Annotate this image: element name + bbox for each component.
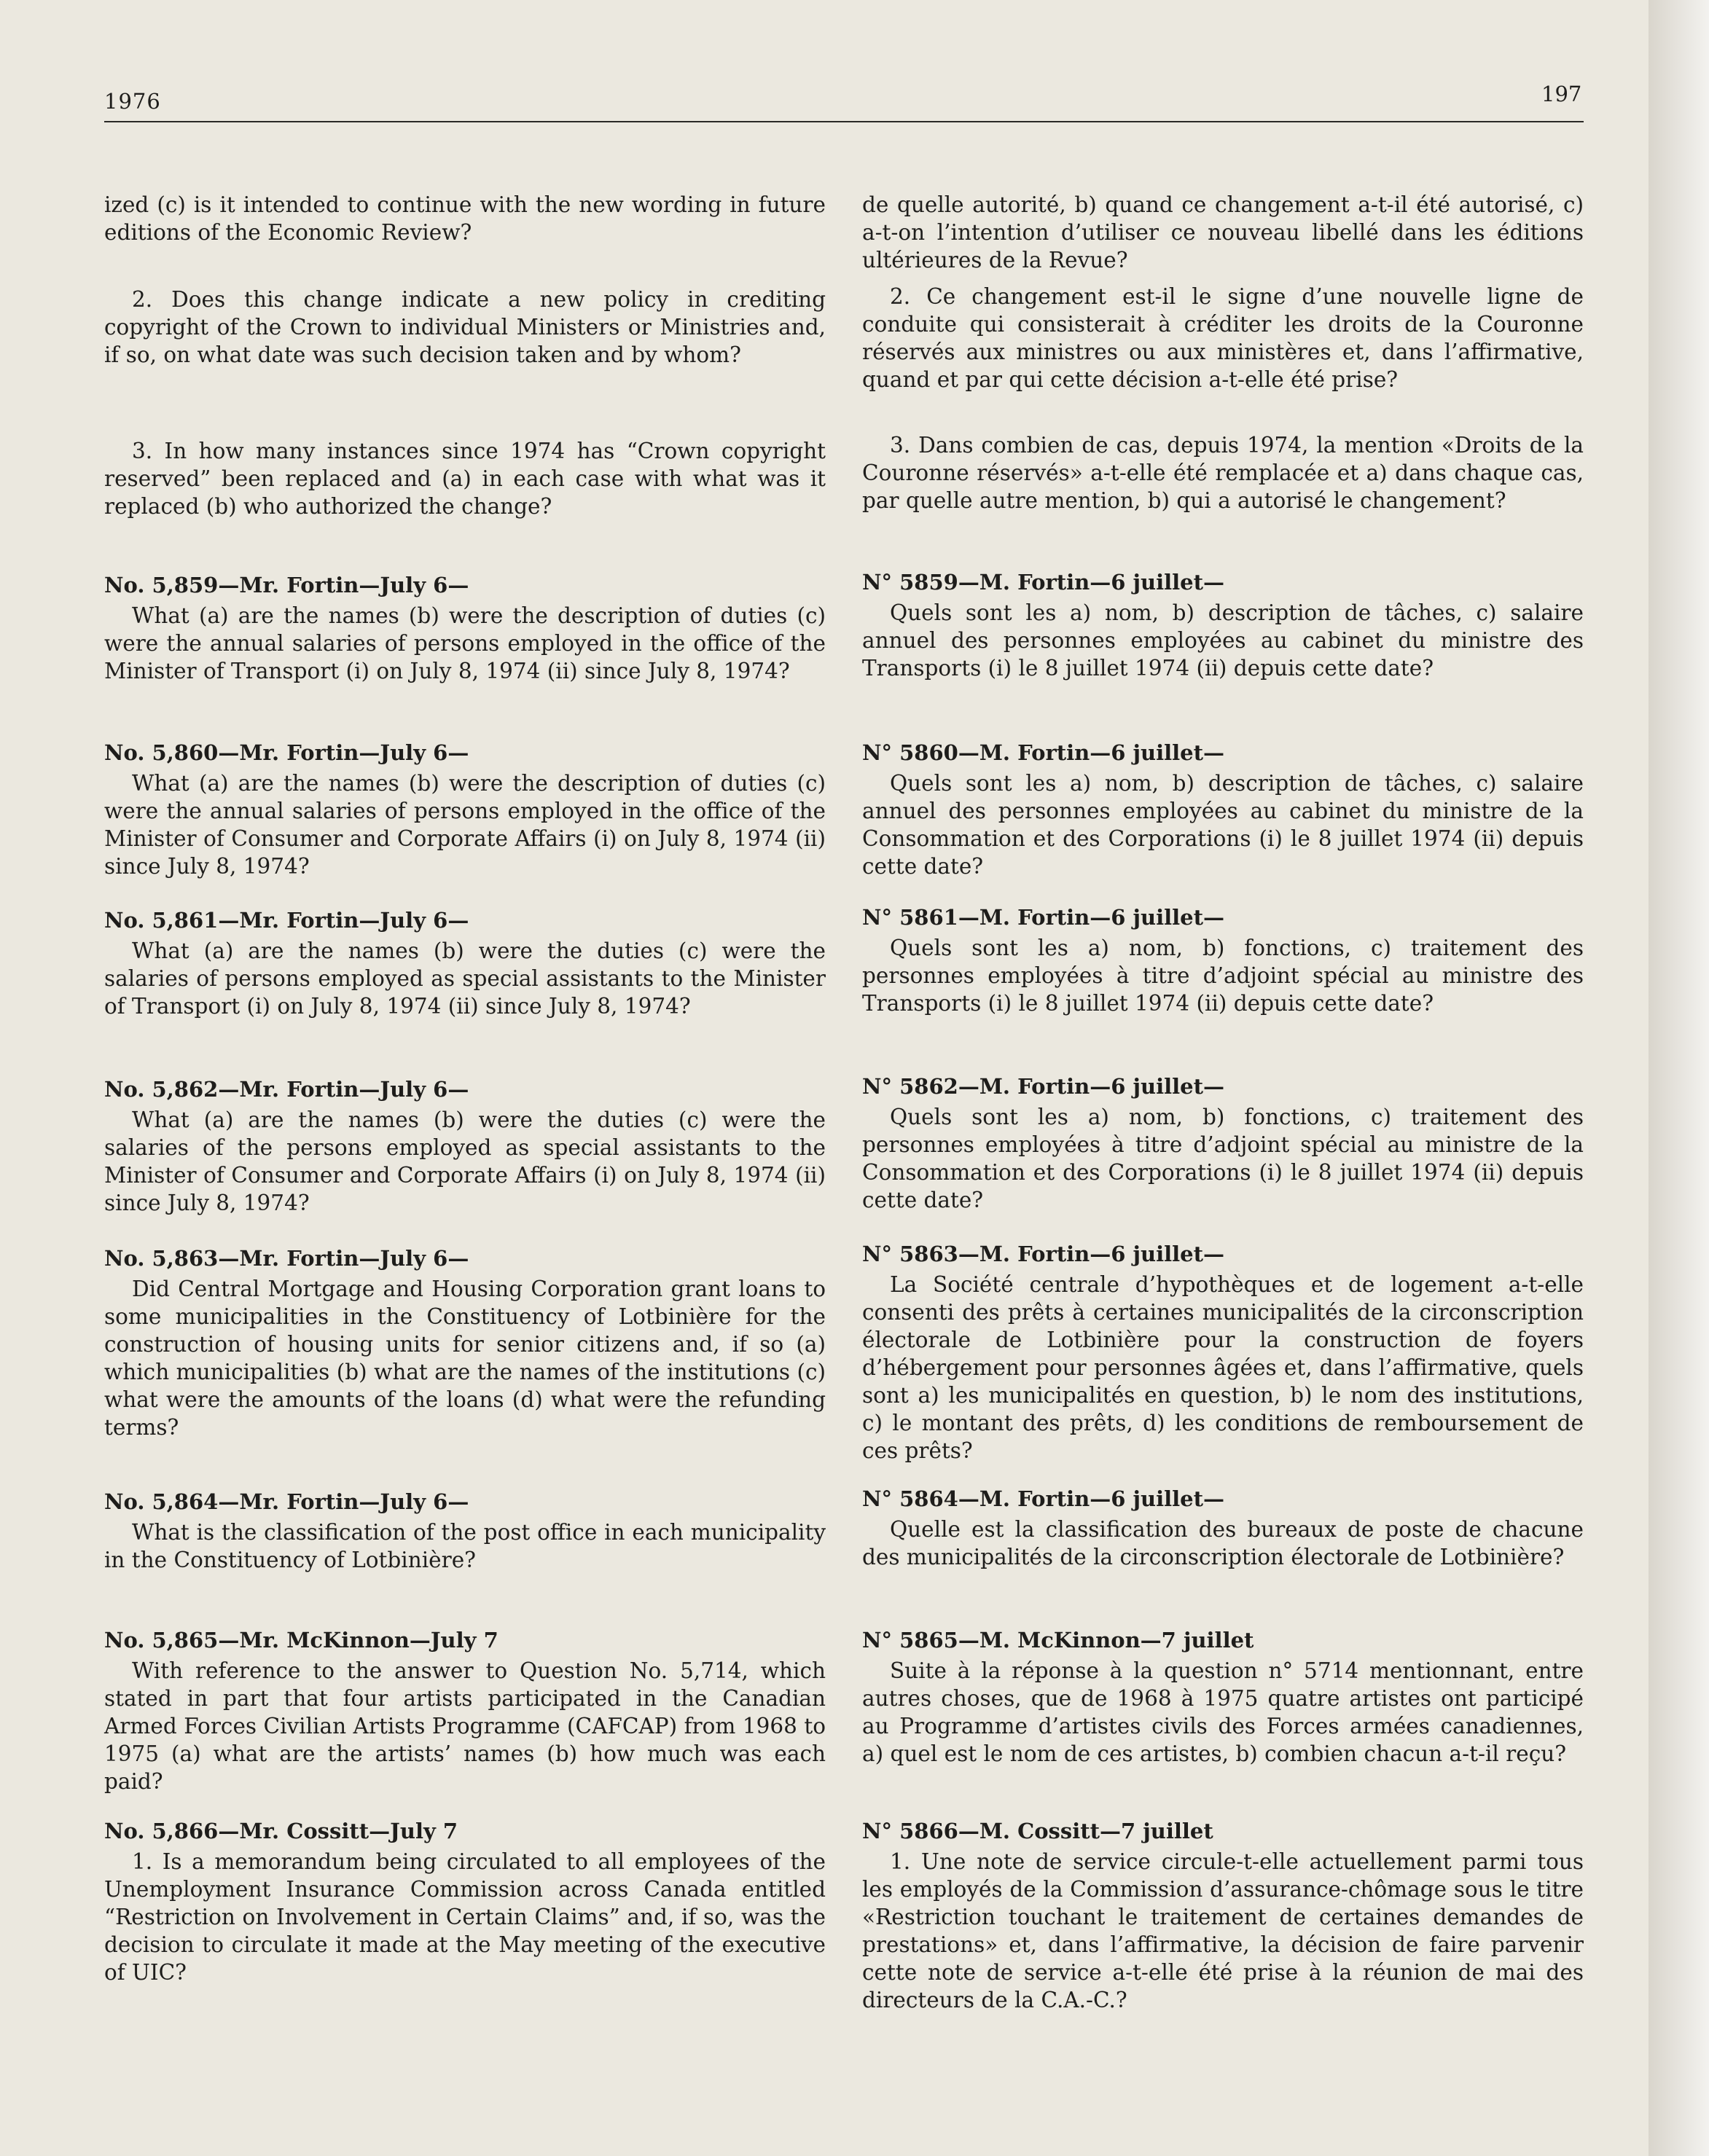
question-text: La Société centrale d’hypothèques et de logement a-t-elle consenti des prêts à certaines municipalités de la circonscription électorale de Lotbinière pour la construction de foyers d’hébergement pour personnes âgées et, dans l’affirmative, quels sont a) les municipalités en question, b) le nom des institutions, c) le montant des prêts, d) les conditions de remboursement de ces prêts? — [862, 1272, 1584, 1463]
question-text: 1. Is a memorandum being circulated to all employees of the Unemployment Insurance Commission across Canada entitled “Restriction on Involvement in Certain Claims” and, if so, was the decision to circulate it made at the May meeting of the executive of UIC? — [104, 1849, 826, 1985]
question-heading: N° 5860—M. Fortin—6 juillet— — [862, 740, 1224, 765]
question-text: What (a) are the names (b) were the description of duties (c) were the annual salaries of persons employed in the office of the Minister of Transport (i) on July 8, 1974 (ii) since July 8, 1974? — [104, 603, 826, 683]
question-entry — [862, 903, 1584, 1017]
question-heading: No. 5,861—Mr. Fortin—July 6— — [104, 908, 469, 933]
continued-question — [104, 191, 826, 246]
question-heading: N° 5861—M. Fortin—6 juillet— — [862, 905, 1224, 930]
question-entry — [104, 1817, 826, 1986]
question-text: 3. In how many instances since 1974 has “Crown copyright reserved” been replaced and (a) in each case with what was it replaced (b) who authorized the change? — [104, 439, 826, 519]
header-rule — [104, 121, 1584, 122]
question-entry — [862, 1817, 1584, 2014]
question-text: What (a) are the names (b) were the duties (c) were the salaries of the persons employed as special assistants to the Minister of Consumer and Corporate Affairs (i) on July 8, 1974 (ii) since July 8, 1974? — [104, 1108, 826, 1215]
question-text: Suite à la réponse à la question n° 5714 mentionnant, entre autres choses, que de 1968 à 1975 quatre artistes ont participé au Programme d’artistes civils des Forces armées canadiennes, a) quel est le nom de ces artistes, b) combien chacun a-t-il reçu? — [862, 1658, 1584, 1766]
question-heading: No. 5,864—Mr. Fortin—July 6— — [104, 1489, 469, 1514]
question-entry — [104, 1244, 826, 1441]
continued-question — [862, 191, 1584, 274]
question-entry — [104, 739, 826, 880]
question-heading: N° 5865—M. McKinnon—7 juillet — [862, 1628, 1254, 1653]
question-text: 1. Une note de service circule-t-elle actuellement parmi tous les employés de la Commission d’assurance-chômage sous le titre «Restriction touchant le traitement de certaines demandes de prestations» et, dans l’affirmative, la décision de faire parvenir cette note de service a-t-elle été prise à la réunion de mai des directeurs de la C.A.-C.? — [862, 1849, 1584, 2012]
question-part-3 — [104, 437, 826, 520]
question-entry — [862, 1485, 1584, 1571]
question-text: Quels sont les a) nom, b) description de tâches, c) salaire annuel des personnes employées au cabinet du ministre de la Consommation et des Corporations (i) le 8 juillet 1974 (ii) depuis cette date? — [862, 771, 1584, 879]
question-entry — [104, 571, 826, 685]
question-entry — [862, 568, 1584, 682]
question-part-2 — [104, 286, 826, 369]
question-text: With reference to the answer to Question No. 5,714, which stated in part that four artists participated in the Canadian Armed Forces Civilian Artists Programme (CAFCAP) from 1968 to 1975 (a) what are the artists’ names (b) how much was each paid? — [104, 1658, 826, 1794]
question-entry — [104, 1626, 826, 1795]
question-text: Quelle est la classification des bureaux de poste de chacune des municipalités de la circonscription électorale de Lotbinière? — [862, 1517, 1584, 1569]
question-heading: N° 5864—M. Fortin—6 juillet— — [862, 1486, 1224, 1511]
header-year: 1976 — [104, 89, 161, 114]
question-text: What is the classification of the post office in each municipality in the Constituency of Lotbinière? — [104, 1520, 826, 1572]
question-heading: No. 5,865—Mr. McKinnon—July 7 — [104, 1628, 498, 1653]
question-heading: N° 5866—M. Cossitt—7 juillet — [862, 1819, 1213, 1843]
question-heading: No. 5,859—Mr. Fortin—July 6— — [104, 573, 469, 597]
question-part-2 — [862, 283, 1584, 393]
continued-text: de quelle autorité, b) quand ce changement a-t-il été autorisé, c) a-t-on l’intention d’utiliser ce nouveau libellé dans les éditions ultérieures de la Revue? — [862, 192, 1584, 273]
question-entry — [862, 739, 1584, 880]
page-edge — [1649, 0, 1709, 2156]
question-heading: N° 5863—M. Fortin—6 juillet— — [862, 1242, 1224, 1266]
continued-text: ized (c) is it intended to continue with the new wording in future editions of the Economic Review? — [104, 192, 826, 245]
question-part-3 — [862, 431, 1584, 514]
question-heading: No. 5,860—Mr. Fortin—July 6— — [104, 740, 469, 765]
question-heading: N° 5862—M. Fortin—6 juillet— — [862, 1074, 1224, 1099]
question-text: 2. Ce changement est-il le signe d’une nouvelle ligne de conduite qui consisterait à créditer les droits de la Couronne réservés aux ministres ou aux ministères et, dans l’affirmative, quand et par qui cette décision a-t-elle été prise? — [862, 284, 1584, 392]
question-text: Quels sont les a) nom, b) fonctions, c) traitement des personnes employées à titre d’adjoint spécial au ministre des Transports (i) le 8 juillet 1974 (ii) depuis cette date? — [862, 936, 1584, 1016]
question-entry — [104, 1488, 826, 1574]
question-entry — [862, 1073, 1584, 1214]
question-heading: No. 5,862—Mr. Fortin—July 6— — [104, 1077, 469, 1102]
header-page-number: 197 — [1541, 82, 1582, 106]
question-text: 3. Dans combien de cas, depuis 1974, la mention «Droits de la Couronne réservés» a-t-elle été remplacée et a) dans chaque cas, par quelle autre mention, b) qui a autorisé le changement? — [862, 433, 1584, 513]
question-entry — [104, 906, 826, 1020]
question-heading: No. 5,866—Mr. Cossitt—July 7 — [104, 1819, 458, 1843]
question-text: What (a) are the names (b) were the description of duties (c) were the annual salaries of persons employed in the office of the Minister of Consumer and Corporate Affairs (i) on July 8, 1974 (ii) since July 8, 1974? — [104, 771, 826, 879]
question-text: 2. Does this change indicate a new policy in crediting copyright of the Crown to individual Ministers or Ministries and, if so, on what date was such decision taken and by whom? — [104, 287, 826, 367]
question-entry — [862, 1626, 1584, 1768]
question-text: Did Central Mortgage and Housing Corporation grant loans to some municipalities in the Constituency of Lotbinière for the construction of housing units for senior citizens and, if so (a) which municipalities (b) what are the names of the institutions (c) what were the amounts of the loans (d) what were the refunding terms? — [104, 1277, 826, 1440]
question-heading: N° 5859—M. Fortin—6 juillet— — [862, 570, 1224, 595]
question-text: What (a) are the names (b) were the duties (c) were the salaries of persons employed as special assistants to the Minister of Transport (i) on July 8, 1974 (ii) since July 8, 1974? — [104, 938, 826, 1019]
question-text: Quels sont les a) nom, b) description de tâches, c) salaire annuel des personnes employées au cabinet du ministre des Transports (i) le 8 juillet 1974 (ii) depuis cette date? — [862, 600, 1584, 681]
question-entry — [862, 1240, 1584, 1465]
question-entry — [104, 1075, 826, 1217]
question-text: Quels sont les a) nom, b) fonctions, c) traitement des personnes employées à titre d’adjoint spécial au ministre de la Consommation et des Corporations (i) le 8 juillet 1974 (ii) depuis cette date? — [862, 1105, 1584, 1212]
question-heading: No. 5,863—Mr. Fortin—July 6— — [104, 1246, 469, 1271]
